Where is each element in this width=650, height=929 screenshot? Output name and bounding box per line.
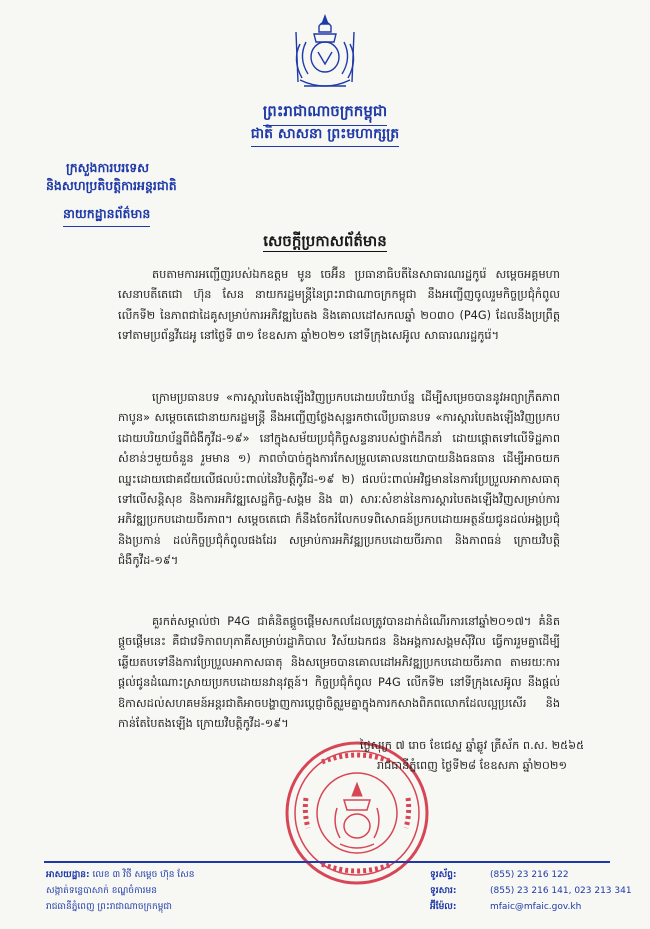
fax-label: ទូរសារ:	[430, 886, 457, 896]
address-line1: លេខ ៣ វិថី សម្តេច ហ៊ុន សែន	[92, 870, 195, 880]
phone-label: ទូរស័ព្ទ:	[430, 870, 457, 880]
email-label: អ៊ីម៉ែល:	[430, 902, 457, 912]
footer-divider	[44, 861, 610, 863]
document-title: សេចក្តីប្រកាសព័ត៌មាន	[263, 232, 387, 250]
royal-arms-emblem-icon	[286, 12, 364, 96]
address-line3: រាជធានីភ្នំពេញ ព្រះរាជាណាចក្រកម្ពុជា	[46, 902, 172, 912]
ministry-name-line1: ក្រសួងការបរទេស	[66, 160, 150, 175]
address-line2: សង្កាត់ទន្លេបាសាក់ ខណ្ឌចំការមន	[46, 886, 157, 896]
paragraph-2: ក្រោមប្រធានបទ «ការស្តារបៃតងឡើងវិញប្រកបដោយបរិយាប័ន្ន ដើម្បីសម្រេចបាននូវអព្យាក្រឹតភាពកាបូន» សម្តេចតេជោនាយករដ្ឋមន្ត្រី នឹងអញ្ជើញថ្លែងសុន្ទរកថាលើប្រធានបទ «ការស្តារបៃតងឡើងវិញប្រកបដោយបរិយាប័ន្នពីជំងឺកូវីដ-១៩» នៅក្នុងសម័យប្រជុំកិច្ចសន្ទនារបស់ថ្នាក់ដឹកនាំ ដោយផ្តោតទៅលើទិដ្ឋភាពសំខាន់ៗមួយចំនួន រួមមាន ១) ភាពចាំបាច់ក្នុងការកែសម្រួលគោលនយោបាយនិងធនធាន ដើម្បីអាចយកឈ្នះដោយជោគជ័យលើផលប៉ះពាល់នៃវិបត្តិកូវីដ-១៩ ២) ផលប៉ះពាល់អវិជ្ជមាននៃការប្រែប្រួលអាកាសធាតុទៅលើសន្តិសុខ និងការអភិវឌ្ឍសេដ្ឋកិច្ច-សង្គម និង ៣) សារៈសំខាន់នៃការស្តារបៃតងឡើងវិញសម្រាប់ការអភិវឌ្ឍប្រកបដោយចីរភាព។ សម្តេចតេជោ ក៏នឹងចែករំលែកបទពិសោធន៍ប្រកបដោយអត្ថន័យជូនដល់អង្គប្រជុំ និងប្រកាន់ ដល់កិច្ចប្រជុំកំពូលផងដែរ សម្រាប់ការអភិវឌ្ឍប្រកបដោយចីរភាព និងភាពធន់ ក្រោយវិបត្តិជំងឺកូវីដ-១៩។	[118, 391, 560, 568]
lunar-date: ថ្ងៃសុក្រ ៧ រោច ខែជេស្ឋ ឆ្នាំឆ្លូវ ត្រីស័ក ព.ស. ២៥៦៥	[359, 739, 585, 752]
paragraph-1: តបតាមការអញ្ជើញរបស់ឯកឧត្តម មូន ចេអ៊ីន ប្រធានាធិបតីនៃសាធារណរដ្ឋកូរ៉េ សម្តេចអគ្គមហាសេនាបតីតេជោ ហ៊ុន សែន នាយករដ្ឋមន្ត្រីនៃព្រះរាជាណាចក្រកម្ពុជា នឹងអញ្ជើញចូលរួមកិច្ចប្រជុំកំពូលលើកទី២ នៃភាពជាដៃគូសម្រាប់ការអភិវឌ្ឍបៃតង និងគោលដៅសកលឆ្នាំ ២០៣០ (P4G) ដែលនឹងប្រព្រឹត្តទៅតាមប្រព័ន្ធវីដេអូ នៅថ្ងៃទី ៣១ ខែឧសភា ឆ្នាំ២០២១ នៅទីក្រុងសេអ៊ូល សាធារណរដ្ឋកូរ៉េ។	[118, 268, 560, 343]
footer-address	[46, 867, 194, 915]
date-block	[312, 736, 632, 776]
kingdom-name: ព្រះរាជាណាចក្រកម្ពុជា	[0, 102, 650, 126]
department-name: នាយកដ្ឋានព័ត៌មាន	[63, 206, 150, 227]
footer-contacts	[430, 867, 632, 915]
address-label: អាសយដ្ឋាន:	[46, 870, 90, 880]
national-motto: ជាតិ សាសនា ព្រះមហាក្សត្រ	[0, 124, 650, 147]
fax-number: (855) 23 216 141, 023 213 341	[490, 886, 632, 896]
paragraph-3: គួរកត់សម្គាល់ថា P4G ជាគំនិតផ្តួចផ្តើមសកលដែលត្រូវបានដាក់ដំណើរការនៅឆ្នាំ២០១៧។ គំនិតផ្តួចផ្តើមនេះ គឺជាវេទិកាពហុភាគីសម្រាប់រដ្ឋាភិបាល វិស័យឯកជន និងអង្គការសង្គមស៊ីវិល ធ្វើការរួមគ្នាដើម្បីឆ្លើយតបទៅនឹងការប្រែប្រួលអាកាសធាតុ និងសម្រេចបានគោលដៅអភិវឌ្ឍប្រកបដោយចីរភាព តាមរយៈការផ្តល់ជូនដំណោះស្រាយប្រកបដោយនវានុវត្តន៍។ កិច្ចប្រជុំកំពូល P4G លើកទី២ នៅទីក្រុងសេអ៊ូល នឹងផ្តល់ឱកាសដល់សហគមន៍អន្តរជាតិអាចបង្ហាញការប្តេជ្ញាចិត្តរួមគ្នាក្នុងការកសាងពិភពលោកដែលល្អប្រសើរ និងកាន់តែបៃតងឡើង ក្រោយវិបត្តិកូវីដ-១៩។	[118, 615, 560, 731]
place-date: រាជធានីភ្នំពេញ ថ្ងៃទី២៨ ខែឧសភា ឆ្នាំ២០២១	[376, 759, 568, 772]
phone-number: (855) 23 216 122	[490, 870, 569, 880]
email-address[interactable]: mfaic@mfaic.gov.kh	[490, 902, 582, 912]
ministry-name-line2: និងសហប្រតិបត្តិការអន្តរជាតិ	[46, 178, 177, 193]
